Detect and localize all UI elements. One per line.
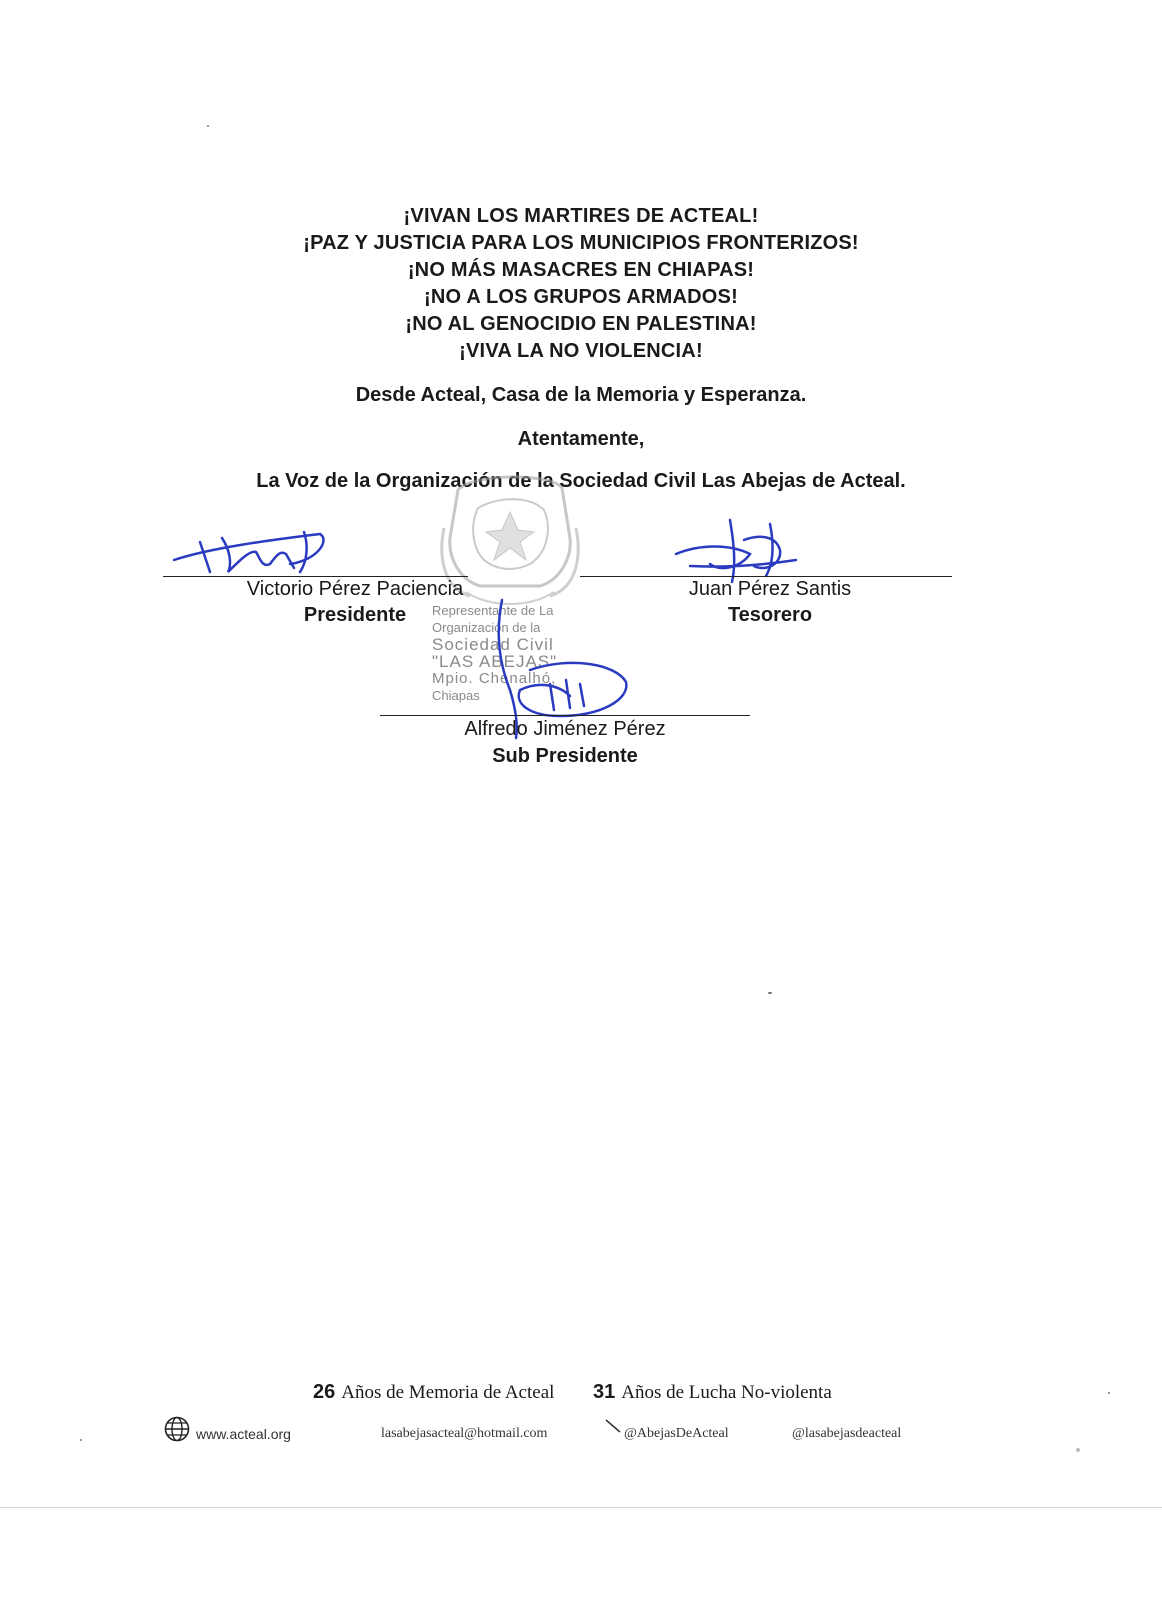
signature-line-center — [380, 715, 750, 716]
stamp-line: Organización de la — [432, 620, 541, 635]
slogan-block — [0, 203, 1162, 365]
signatory-name-left: Victorio Pérez Paciencia — [246, 578, 464, 600]
website-link[interactable]: www.acteal.org — [196, 1426, 291, 1442]
instagram-handle[interactable]: @lasabejasdeacteal — [792, 1426, 902, 1441]
twitter-bird-icon — [604, 1418, 622, 1434]
slogan-line: ¡PAZ Y JUSTICIA PARA LOS MUNICIPIOS FRONTERIZOS! — [303, 232, 859, 254]
scan-speck — [1076, 1448, 1080, 1452]
email-link[interactable]: lasabejasacteal@hotmail.com — [381, 1426, 548, 1441]
signature-line-left — [163, 576, 468, 577]
struggle-years-text: Años de Lucha No-violenta — [621, 1382, 832, 1403]
slogan-line: ¡VIVA LA NO VIOLENCIA! — [459, 340, 703, 362]
signature-line-right — [580, 576, 952, 577]
scan-speck — [1108, 1392, 1110, 1394]
signatory-role-right: Tesorero — [727, 604, 813, 626]
signatory-name-center: Alfredo Jiménez Pérez — [464, 718, 666, 740]
stamp-line: Chiapas — [432, 688, 480, 703]
scan-speck — [207, 125, 209, 127]
closing-line: Atentamente, — [517, 428, 645, 450]
slogan-line: ¡NO MÁS MASACRES EN CHIAPAS! — [407, 259, 755, 281]
signature-right — [670, 514, 820, 584]
slogan-line: ¡NO A LOS GRUPOS ARMADOS! — [424, 286, 738, 308]
signatory-role-center: Sub Presidente — [492, 745, 638, 767]
stamp-line: Mpio. Chenalhó, — [432, 670, 557, 687]
slogan-line: ¡VIVAN LOS MARTIRES DE ACTEAL! — [403, 205, 759, 227]
place-line: Desde Acteal, Casa de la Memoria y Esperanza. — [355, 384, 807, 406]
signatory-role-left: Presidente — [303, 604, 407, 626]
globe-icon — [164, 1416, 190, 1442]
scan-speck — [768, 992, 772, 994]
stamp-line: Representante de La — [432, 603, 554, 618]
memory-years-text: Años de Memoria de Acteal — [341, 1382, 555, 1403]
stamp-line: Sociedad Civil — [432, 635, 554, 654]
scan-speck — [80, 1439, 82, 1441]
struggle-years-number: 31 — [593, 1381, 616, 1403]
signatory-name-right: Juan Pérez Santis — [688, 578, 852, 600]
footer-memory-years — [313, 1381, 554, 1404]
signature-left — [170, 520, 330, 580]
memory-years-number: 26 — [313, 1381, 336, 1403]
slogan-line: ¡NO AL GENOCIDIO EN PALESTINA! — [405, 313, 757, 335]
twitter-handle[interactable]: @AbejasDeActeal — [624, 1426, 729, 1441]
scan-edge-rule — [0, 1507, 1162, 1508]
organization-line: La Voz de la Organización de la Sociedad Civil Las Abejas de Acteal. — [256, 470, 906, 492]
footer-struggle-years — [593, 1381, 832, 1404]
stamp-line: "LAS ABEJAS" — [432, 652, 558, 671]
